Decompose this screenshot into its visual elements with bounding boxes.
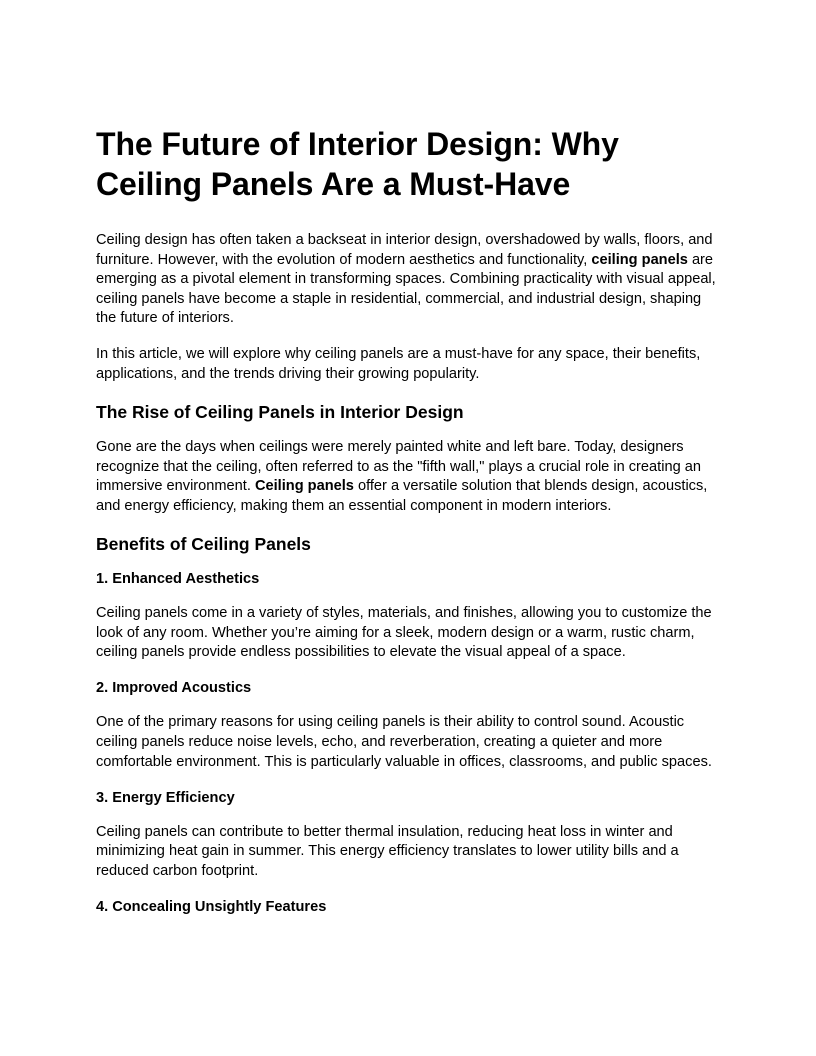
benefit-heading-aesthetics: 1. Enhanced Aesthetics	[96, 571, 260, 588]
benefit-heading-energy: 3. Energy Efficiency	[96, 789, 235, 806]
rise-text-a: Gone are the days when ceilings were merely painted white and left bare. Today, designers recognize that the ceiling, often referred to as the "fifth wall," plays a crucial role in creating an immersive environment.	[96, 439, 701, 495]
rise-paragraph	[96, 438, 720, 516]
intro-paragraph-2: In this article, we will explore why ceiling panels are a must-have for any space, their benefits, applications, and the trends driving their growing popularity.	[96, 346, 701, 383]
intro-text-1b: are emerging as a pivotal element in transforming spaces. Combining practicality with visual appeal, ceiling panels have become a staple in residential, commercial, and industrial design, shaping the future of interiors.	[96, 251, 716, 327]
benefit-heading-concealing: 4. Concealing Unsightly Features	[96, 898, 327, 915]
document-body	[96, 124, 720, 932]
benefit-heading-acoustics: 2. Improved Acoustics	[96, 680, 252, 697]
benefit-paragraph-aesthetics: Ceiling panels come in a variety of styles, materials, and finishes, allowing you to customize the look of any room. Whether you’re aiming for a sleek, modern design or a warm, rustic charm, ceiling panels provide endless possibilities to elevate the visual appeal of a space.	[96, 605, 712, 661]
rise-bold-term: Ceiling panels	[254, 478, 354, 495]
benefit-paragraph-acoustics: One of the primary reasons for using ceiling panels is their ability to control sound. Acoustic ceiling panels reduce noise levels, echo, and reverberation, creating a quieter and more comfortable environment. This is particularly valuable in offices, classrooms, and public spaces.	[96, 714, 712, 770]
section-heading-rise: The Rise of Ceiling Panels in Interior Design	[96, 402, 464, 423]
document-title: The Future of Interior Design: Why Ceiling Panels Are a Must-Have	[96, 126, 619, 202]
intro-bold-term: ceiling panels	[591, 251, 688, 268]
rise-text-b: offer a versatile solution that blends design, acoustics, and energy efficiency, making them an essential component in modern interiors.	[96, 478, 708, 514]
benefit-paragraph-energy: Ceiling panels can contribute to better thermal insulation, reducing heat loss in winter and minimizing heat gain in summer. This energy efficiency translates to lower utility bills and a reduced carbon footprint.	[96, 823, 679, 879]
section-heading-benefits: Benefits of Ceiling Panels	[96, 534, 311, 555]
intro-paragraph-1	[96, 231, 720, 329]
intro-text-1a: Ceiling design has often taken a backseat in interior design, overshadowed by walls, floors, and furniture. However, with the evolution of modern aesthetics and functionality,	[96, 232, 713, 268]
